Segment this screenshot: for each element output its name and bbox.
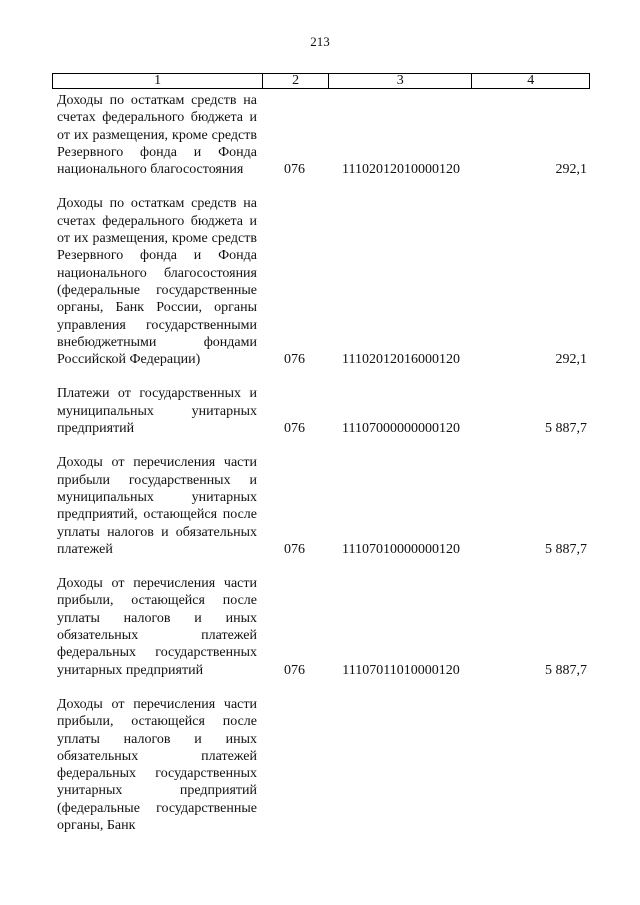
table-row — [52, 454, 590, 558]
table-body — [52, 92, 590, 851]
row-budget-code: 11107000000000120 — [342, 421, 460, 437]
page-number: 213 — [310, 34, 330, 49]
row-budget-code: 11107010000000120 — [342, 541, 460, 557]
row-amount: 292,1 — [555, 162, 587, 178]
column-header-4: 4 — [527, 73, 535, 88]
row-budget-code: 11102012016000120 — [342, 352, 460, 368]
row-admin-code: 076 — [284, 541, 305, 557]
row-amount: 5 887,7 — [545, 541, 587, 557]
row-amount: 292,1 — [555, 352, 587, 368]
row-name: Доходы по остаткам средств на счетах федерального бюджета и от их размещения, кроме средств Резервного фонда и Фонда национального благосостояния — [57, 93, 257, 178]
row-budget-code: 11107011010000120 — [342, 662, 460, 678]
table-header-row — [52, 73, 590, 89]
row-name: Доходы от перечисления части прибыли, остающейся после уплаты налогов и иных обязательных платежей федеральных государственных унитарных предприятий (федеральные государственные органы, Банк — [57, 696, 257, 833]
table-row — [52, 92, 590, 178]
row-admin-code: 076 — [284, 352, 305, 368]
row-name: Доходы от перечисления части прибыли, остающейся после уплаты налогов и иных обязательных платежей федеральных государственных унитарных предприятий — [57, 576, 257, 678]
table-row — [52, 575, 590, 679]
row-name: Доходы по остаткам средств на счетах федерального бюджета и от их размещения, кроме средств Резервного фонда и Фонда национального благосостояния (федеральные государственные органы, Банк России, органы управления государственными внебюджетными фондами Российской Федерации) — [57, 196, 257, 368]
row-admin-code: 076 — [284, 162, 305, 178]
table-row — [52, 195, 590, 368]
column-header-3: 3 — [329, 74, 472, 88]
column-header-2: 2 — [263, 74, 329, 88]
column-header-1: 1 — [53, 74, 263, 88]
row-budget-code: 11102012010000120 — [342, 162, 460, 178]
row-admin-code: 076 — [284, 662, 305, 678]
table-row — [52, 696, 590, 834]
row-name: Платежи от государственных и муниципальных унитарных предприятий — [57, 386, 257, 437]
row-amount: 5 887,7 — [545, 662, 587, 678]
row-name: Доходы от перечисления части прибыли государственных и муниципальных унитарных предприятий, остающейся после уплаты налогов и обязательных платежей — [57, 455, 257, 557]
table-row — [52, 385, 590, 437]
row-admin-code: 076 — [284, 421, 305, 437]
row-amount: 5 887,7 — [545, 421, 587, 437]
